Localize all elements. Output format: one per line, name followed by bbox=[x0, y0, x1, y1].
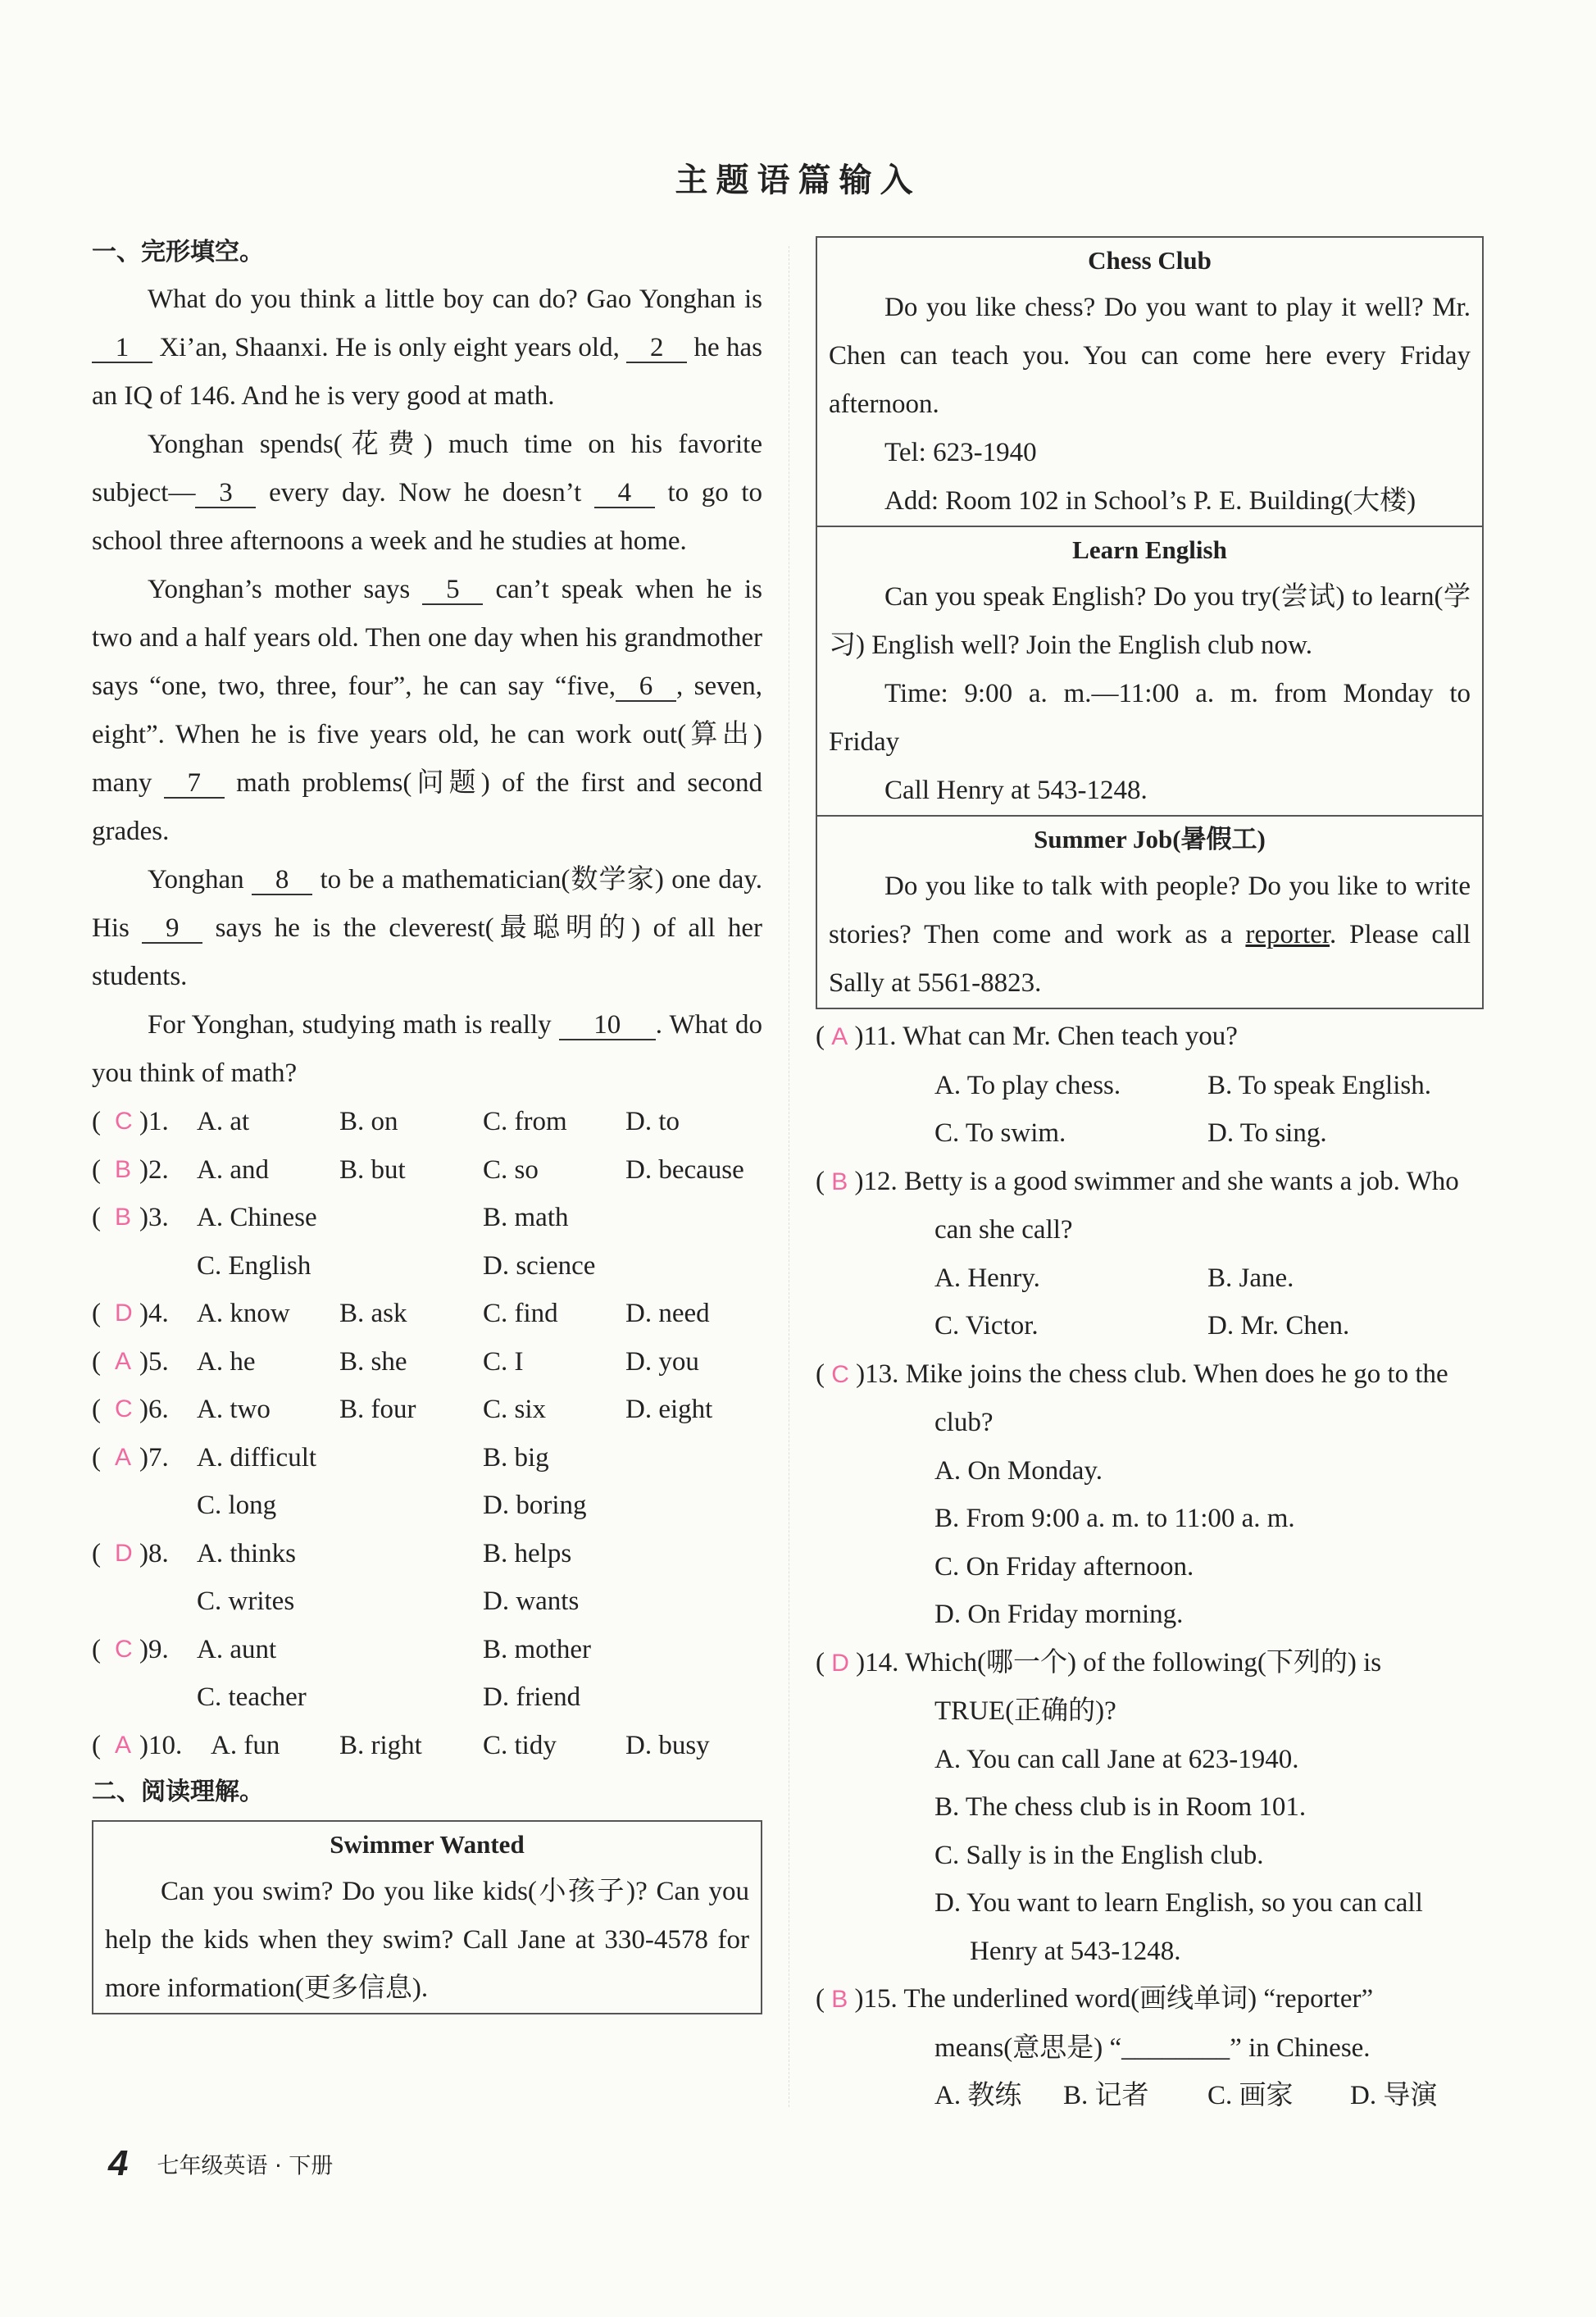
option-c[interactable]: C. To swim. bbox=[934, 1118, 1066, 1148]
book-title: 七年级英语 · 下册 bbox=[157, 2153, 334, 2179]
option-c[interactable]: C. teacher bbox=[197, 1682, 307, 1712]
text: to be a mathematician(数学家) one day. His bbox=[92, 865, 763, 943]
answer-mark: A bbox=[115, 1731, 132, 1759]
option-c[interactable]: C. so bbox=[483, 1154, 539, 1185]
question-13: ( C )13. Mike joins the chess club. When does he go to the club? A. On Monday. B. From 9:00 a. m. to 11:00 a. m. C. On Friday afternoon. D. On Friday morning. bbox=[816, 1350, 1484, 1639]
question-number: )11. bbox=[854, 1022, 897, 1051]
option-a[interactable]: A. You can call Jane at 623-1940. bbox=[934, 1744, 1299, 1774]
question-6 bbox=[92, 1386, 762, 1434]
blank-8: 8 bbox=[252, 866, 312, 895]
option-c[interactable]: C. I bbox=[483, 1346, 524, 1377]
reading-questions bbox=[816, 1013, 1484, 2120]
ad-title: Summer Job(暑假工) bbox=[1034, 825, 1266, 854]
paren: ( bbox=[92, 1154, 101, 1185]
option-b[interactable]: B. on bbox=[339, 1107, 398, 1136]
answer-mark: A bbox=[831, 1023, 848, 1050]
question-stem: What can Mr. Chen teach you? bbox=[903, 1022, 1238, 1051]
summer-job-ad bbox=[817, 815, 1482, 1008]
option-b[interactable]: B. helps bbox=[483, 1538, 572, 1568]
answer-mark: B bbox=[115, 1155, 132, 1183]
question-15: ( B )15. The underlined word(画线单词) “reporter” means(意思是) “________” in Chinese. A. 教练 B. 记者 C. 画家 D. 导演 bbox=[816, 1975, 1484, 2120]
question-stem: Which(哪一个) of the following(下列的) is TRUE(正确的)? bbox=[905, 1647, 1382, 1726]
ad-text bbox=[829, 863, 1471, 1008]
ad-call: Call Henry at 543-1248. bbox=[884, 776, 1148, 805]
text: Xi’an, Shaanxi. He is only eight years old, bbox=[159, 333, 620, 362]
option-d[interactable]: D. to bbox=[625, 1107, 680, 1136]
option-d[interactable]: D. wants bbox=[483, 1586, 580, 1616]
blank-5: 5 bbox=[422, 576, 483, 605]
ad-body bbox=[817, 863, 1482, 1008]
option-a[interactable]: A. Chinese bbox=[197, 1203, 317, 1232]
option-d[interactable]: D. because bbox=[625, 1154, 744, 1185]
question-number: )7. bbox=[139, 1442, 169, 1473]
option-d[interactable]: D. friend bbox=[483, 1682, 581, 1712]
text: , seven, eight”. When he is five years old, he can work out(算出) many bbox=[92, 671, 762, 798]
paren: ( bbox=[92, 1538, 101, 1568]
option-b[interactable]: B. The chess club is in Room 101. bbox=[934, 1792, 1307, 1822]
ad-address: Add: Room 102 in School’s P. E. Building(大楼) bbox=[884, 486, 1416, 516]
page-footer bbox=[108, 2143, 333, 2184]
option-b[interactable]: B. but bbox=[339, 1154, 406, 1185]
section1-heading: 一、完形填空。 bbox=[92, 238, 264, 266]
ad-body bbox=[817, 573, 1482, 815]
answer-mark: C bbox=[115, 1395, 133, 1423]
paren: ( bbox=[92, 1107, 101, 1136]
cloze-questions bbox=[92, 1098, 762, 1769]
text: every day. Now he doesn’t bbox=[269, 478, 582, 508]
option-b[interactable]: B. 记者 bbox=[1063, 2081, 1149, 2110]
cloze-paragraph-1 bbox=[92, 275, 762, 421]
text: he has an IQ of 146. And he is very good at math. bbox=[92, 333, 763, 411]
answer-mark: C bbox=[831, 1360, 849, 1388]
blank-7: 7 bbox=[164, 769, 225, 799]
question-4 bbox=[92, 1290, 762, 1338]
option-b[interactable]: B. right bbox=[339, 1730, 422, 1760]
ad-time: Time: 9:00 a. m.—11:00 a. m. from Monday to Friday bbox=[829, 679, 1471, 757]
cloze-paragraph-2 bbox=[92, 421, 762, 566]
ads-box bbox=[816, 236, 1484, 1009]
blank-9: 9 bbox=[142, 914, 202, 944]
option-d[interactable]: D. science bbox=[483, 1250, 596, 1281]
blank-1: 1 bbox=[92, 334, 152, 363]
question-8 bbox=[92, 1530, 762, 1626]
option-b[interactable]: B. Jane. bbox=[1207, 1263, 1294, 1293]
question-number: )6. bbox=[139, 1395, 169, 1424]
option-d[interactable]: D. you bbox=[625, 1346, 699, 1377]
answer-mark: C bbox=[115, 1108, 133, 1135]
option-a[interactable]: A. To play chess. bbox=[934, 1070, 1121, 1100]
option-b[interactable]: B. mother bbox=[483, 1634, 591, 1664]
chess-club-ad bbox=[817, 238, 1482, 526]
question-5 bbox=[92, 1338, 762, 1386]
answer-mark: D bbox=[115, 1300, 133, 1327]
option-d[interactable]: D. You want to learn English, so you can call Henry at 543-1248. bbox=[934, 1888, 1423, 1966]
ad-title: Learn English bbox=[1072, 535, 1227, 564]
answer-mark: B bbox=[831, 1168, 848, 1195]
option-c[interactable]: C. 画家 bbox=[1207, 2081, 1294, 2110]
ad-tel: Tel: 623-1940 bbox=[884, 438, 1037, 467]
question-number: )13. bbox=[856, 1359, 899, 1389]
ad-text: Can you swim? Do you like kids(小孩子)? Can you help the kids when they swim? Call Jane at 330-4578 for more information(更多信息). bbox=[105, 1877, 749, 2003]
option-b[interactable]: B. From 9:00 a. m. to 11:00 a. m. bbox=[934, 1504, 1295, 1533]
question-3 bbox=[92, 1194, 762, 1290]
options bbox=[816, 2072, 1484, 2120]
option-a[interactable]: A. fun bbox=[211, 1730, 280, 1760]
option-a[interactable]: A. aunt bbox=[197, 1634, 277, 1664]
page-title: 主题语篇输入 bbox=[675, 162, 921, 199]
option-c[interactable]: C. On Friday afternoon. bbox=[934, 1551, 1194, 1582]
option-c[interactable]: C. six bbox=[483, 1395, 547, 1424]
ad-title: Swimmer Wanted bbox=[330, 1830, 525, 1859]
answer-mark: C bbox=[115, 1635, 133, 1663]
blank-3: 3 bbox=[195, 479, 256, 508]
paren: ( bbox=[92, 1346, 101, 1377]
option-b[interactable]: B. To speak English. bbox=[1207, 1070, 1431, 1100]
text: Do you like to talk with people? Do you like to write stories? Then come and work as a bbox=[829, 872, 1471, 949]
question-number: )14. bbox=[856, 1647, 899, 1677]
page-number: 4 bbox=[108, 2143, 129, 2183]
question-number: )8. bbox=[139, 1538, 169, 1568]
paren: ( bbox=[92, 1730, 101, 1760]
options bbox=[816, 1062, 1484, 1158]
answer-mark: A bbox=[115, 1443, 132, 1471]
option-a[interactable]: A. he bbox=[197, 1346, 256, 1377]
question-number: )4. bbox=[139, 1299, 169, 1328]
question-stem: Mike joins the chess club. When does he go to the club? bbox=[905, 1359, 1448, 1437]
option-c[interactable]: C. English bbox=[197, 1250, 311, 1281]
option-a[interactable]: A. difficult bbox=[197, 1442, 317, 1473]
option-a[interactable]: A. and bbox=[197, 1154, 269, 1185]
question-number: )3. bbox=[139, 1203, 169, 1232]
question-number: )9. bbox=[139, 1634, 169, 1664]
blank-6: 6 bbox=[616, 672, 676, 702]
question-14: ( D )14. Which(哪一个) of the following(下列的) is TRUE(正确的)? A. You can call Jane at 623-1940. B. The chess club is in Room 101. C. Sally is in the English club. D. You want to learn English, so you can call Henry at 543-1248. bbox=[816, 1639, 1484, 1976]
question-number: )10. bbox=[139, 1730, 183, 1760]
ad-body bbox=[817, 284, 1482, 526]
left-column bbox=[92, 230, 762, 2014]
paren: ( bbox=[92, 1299, 101, 1328]
option-a[interactable]: A. two bbox=[197, 1395, 271, 1424]
option-d[interactable]: D. Mr. Chen. bbox=[1207, 1311, 1350, 1341]
text: says he is the cleverest(最聪明的) of all her students. bbox=[92, 913, 762, 991]
option-b[interactable]: B. math bbox=[483, 1203, 569, 1232]
options bbox=[816, 1254, 1484, 1350]
question-10 bbox=[92, 1722, 762, 1770]
option-c[interactable]: C. writes bbox=[197, 1586, 295, 1616]
learn-english-ad bbox=[817, 526, 1482, 815]
paren: ( bbox=[92, 1395, 101, 1424]
option-c[interactable]: C. Victor. bbox=[934, 1311, 1039, 1341]
question-stem: Betty is a good swimmer and she wants a job. Who can she call? bbox=[904, 1166, 1459, 1245]
option-b[interactable]: B. four bbox=[339, 1395, 416, 1424]
option-c[interactable]: C. long bbox=[197, 1491, 277, 1520]
answer-mark: D bbox=[115, 1539, 133, 1567]
question-12: ( B )12. Betty is a good swimmer and she wants a job. Who can she call? A. Henry. B. Jane. C. Victor. D. Mr. Chen. bbox=[816, 1158, 1484, 1350]
right-column bbox=[816, 236, 1484, 2120]
text: . What do you think of math? bbox=[92, 1010, 762, 1088]
ad-text: Do you like chess? Do you want to play it well? Mr. Chen can teach you. You can come here every Friday afternoon. bbox=[829, 293, 1471, 419]
option-d[interactable]: D. 导演 bbox=[1350, 2081, 1438, 2110]
question-number: )2. bbox=[139, 1154, 169, 1185]
option-a[interactable]: A. 教练 bbox=[934, 2081, 1022, 2110]
option-b[interactable]: B. ask bbox=[339, 1299, 407, 1328]
option-c[interactable]: C. Sally is in the English club. bbox=[934, 1840, 1264, 1870]
section2-heading: 二、阅读理解。 bbox=[92, 1778, 264, 1806]
paren: ( bbox=[92, 1634, 101, 1664]
paren: ( bbox=[92, 1442, 101, 1473]
question-number: )1. bbox=[139, 1107, 169, 1136]
answer-mark: D bbox=[831, 1649, 849, 1677]
text: Yonghan bbox=[148, 865, 244, 894]
underlined-word: reporter bbox=[1245, 920, 1330, 949]
cloze-paragraph-3 bbox=[92, 566, 762, 856]
option-d[interactable]: D. eight bbox=[625, 1395, 713, 1424]
option-a[interactable]: A. at bbox=[197, 1107, 250, 1136]
ad-title: Chess Club bbox=[1088, 246, 1212, 275]
option-d[interactable]: D. To sing. bbox=[1207, 1118, 1327, 1148]
option-b[interactable]: B. big bbox=[483, 1442, 549, 1473]
text: math problems(问题) of the first and second grades. bbox=[92, 768, 763, 846]
text: Yonghan spends(花费) much time on his favorite subject— bbox=[92, 430, 762, 508]
option-a[interactable]: A. thinks bbox=[197, 1538, 297, 1568]
text: For Yonghan, studying math is really bbox=[148, 1010, 552, 1040]
option-a[interactable]: A. On Monday. bbox=[934, 1455, 1103, 1486]
answer-mark: A bbox=[115, 1347, 132, 1375]
blank-4: 4 bbox=[594, 479, 655, 508]
option-c[interactable]: C. from bbox=[483, 1107, 567, 1136]
question-number: )5. bbox=[139, 1346, 169, 1377]
question-stem: The underlined word(画线单词) “reporter” means(意思是) “________” in Chinese. bbox=[903, 1984, 1374, 2063]
blank-10: 10 bbox=[559, 1011, 656, 1040]
blank-2: 2 bbox=[626, 334, 687, 363]
answer-mark: B bbox=[115, 1204, 132, 1231]
question-2 bbox=[92, 1146, 762, 1195]
option-c[interactable]: C. tidy bbox=[483, 1730, 557, 1760]
text: Yonghan’s mother says bbox=[148, 575, 411, 604]
text: to go to school three afternoons a week and he studies at home. bbox=[92, 478, 763, 556]
option-a[interactable]: A. know bbox=[197, 1299, 290, 1328]
cloze-paragraph-4 bbox=[92, 856, 762, 1001]
swimmer-wanted-ad bbox=[92, 1820, 762, 2014]
question-9 bbox=[92, 1626, 762, 1722]
ad-text: Can you speak English? Do you try(尝试) to learn(学习) English well? Join the English club now. bbox=[829, 582, 1471, 660]
ad-body bbox=[93, 1868, 761, 2013]
question-number: )15. bbox=[854, 1984, 898, 2014]
option-b[interactable]: B. she bbox=[339, 1346, 407, 1377]
text: . Please call Sally at 5561-8823. bbox=[829, 920, 1471, 998]
question-1 bbox=[92, 1098, 762, 1146]
option-a[interactable]: A. Henry. bbox=[934, 1263, 1040, 1293]
option-d[interactable]: D. need bbox=[625, 1299, 710, 1328]
text: can’t speak when he is two and a half years old. Then one day when his grandmother says “one, two, three, four”, he can say “five, bbox=[92, 575, 762, 701]
question-11: ( A )11. What can Mr. Chen teach you? A. To play chess. B. To speak English. C. To swim. D. To sing. bbox=[816, 1013, 1484, 1158]
paren: ( bbox=[92, 1203, 101, 1232]
option-d[interactable]: D. On Friday morning. bbox=[934, 1600, 1184, 1629]
answer-mark: B bbox=[831, 1986, 848, 2013]
option-d[interactable]: D. busy bbox=[625, 1730, 710, 1760]
question-7 bbox=[92, 1434, 762, 1530]
option-c[interactable]: C. find bbox=[483, 1299, 558, 1328]
question-number: )12. bbox=[854, 1166, 898, 1196]
text: What do you think a little boy can do? Gao Yonghan is bbox=[148, 285, 762, 314]
option-d[interactable]: D. boring bbox=[483, 1491, 587, 1520]
cloze-paragraph-5 bbox=[92, 1001, 762, 1098]
